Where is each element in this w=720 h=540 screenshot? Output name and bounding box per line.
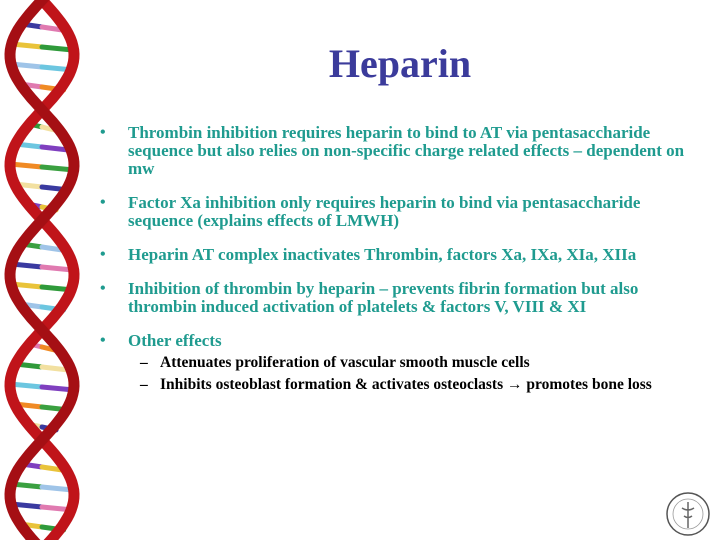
sub-bullet-text: Inhibits osteoblast formation & activates osteoclasts → promotes bone loss xyxy=(160,376,652,393)
dna-helix-image xyxy=(0,0,100,540)
bullet-list xyxy=(100,124,700,394)
bullet-item xyxy=(100,332,700,350)
dash-icon: – xyxy=(140,376,148,393)
bullet-item xyxy=(100,280,700,316)
bullet-icon: • xyxy=(100,194,106,211)
bullet-text: Factor Xa inhibition only requires heparin to bind via pentasaccharide sequence (explains effects of LMWH) xyxy=(128,193,641,230)
bullet-icon: • xyxy=(100,124,106,141)
bullet-icon: • xyxy=(100,246,106,263)
bullet-icon: • xyxy=(100,280,106,297)
sub-bullet-item xyxy=(100,376,700,394)
bullet-item xyxy=(100,194,700,230)
slide-title: Heparin xyxy=(328,41,472,86)
dash-icon: – xyxy=(140,354,148,371)
sub-bullet-item xyxy=(100,354,700,372)
bullet-text: Inhibition of thrombin by heparin – prevents fibrin formation but also thrombin induced activation of platelets & factors V, VIII & XI xyxy=(128,279,639,316)
bullet-icon: • xyxy=(100,332,106,349)
bullet-item xyxy=(100,246,700,264)
bullet-text: Heparin AT complex inactivates Thrombin, factors Xa, IXa, XIa, XIIa xyxy=(128,245,637,264)
sub-bullet-text: Attenuates proliferation of vascular smooth muscle cells xyxy=(160,354,530,371)
bullet-item xyxy=(100,124,700,178)
undergraduate-logo xyxy=(664,490,712,538)
bullet-text: Other effects xyxy=(128,331,222,350)
bullet-text: Thrombin inhibition requires heparin to bind to AT via pentasaccharide sequence but also relies on non-specific charge related effects – dependent on mw xyxy=(128,123,685,178)
